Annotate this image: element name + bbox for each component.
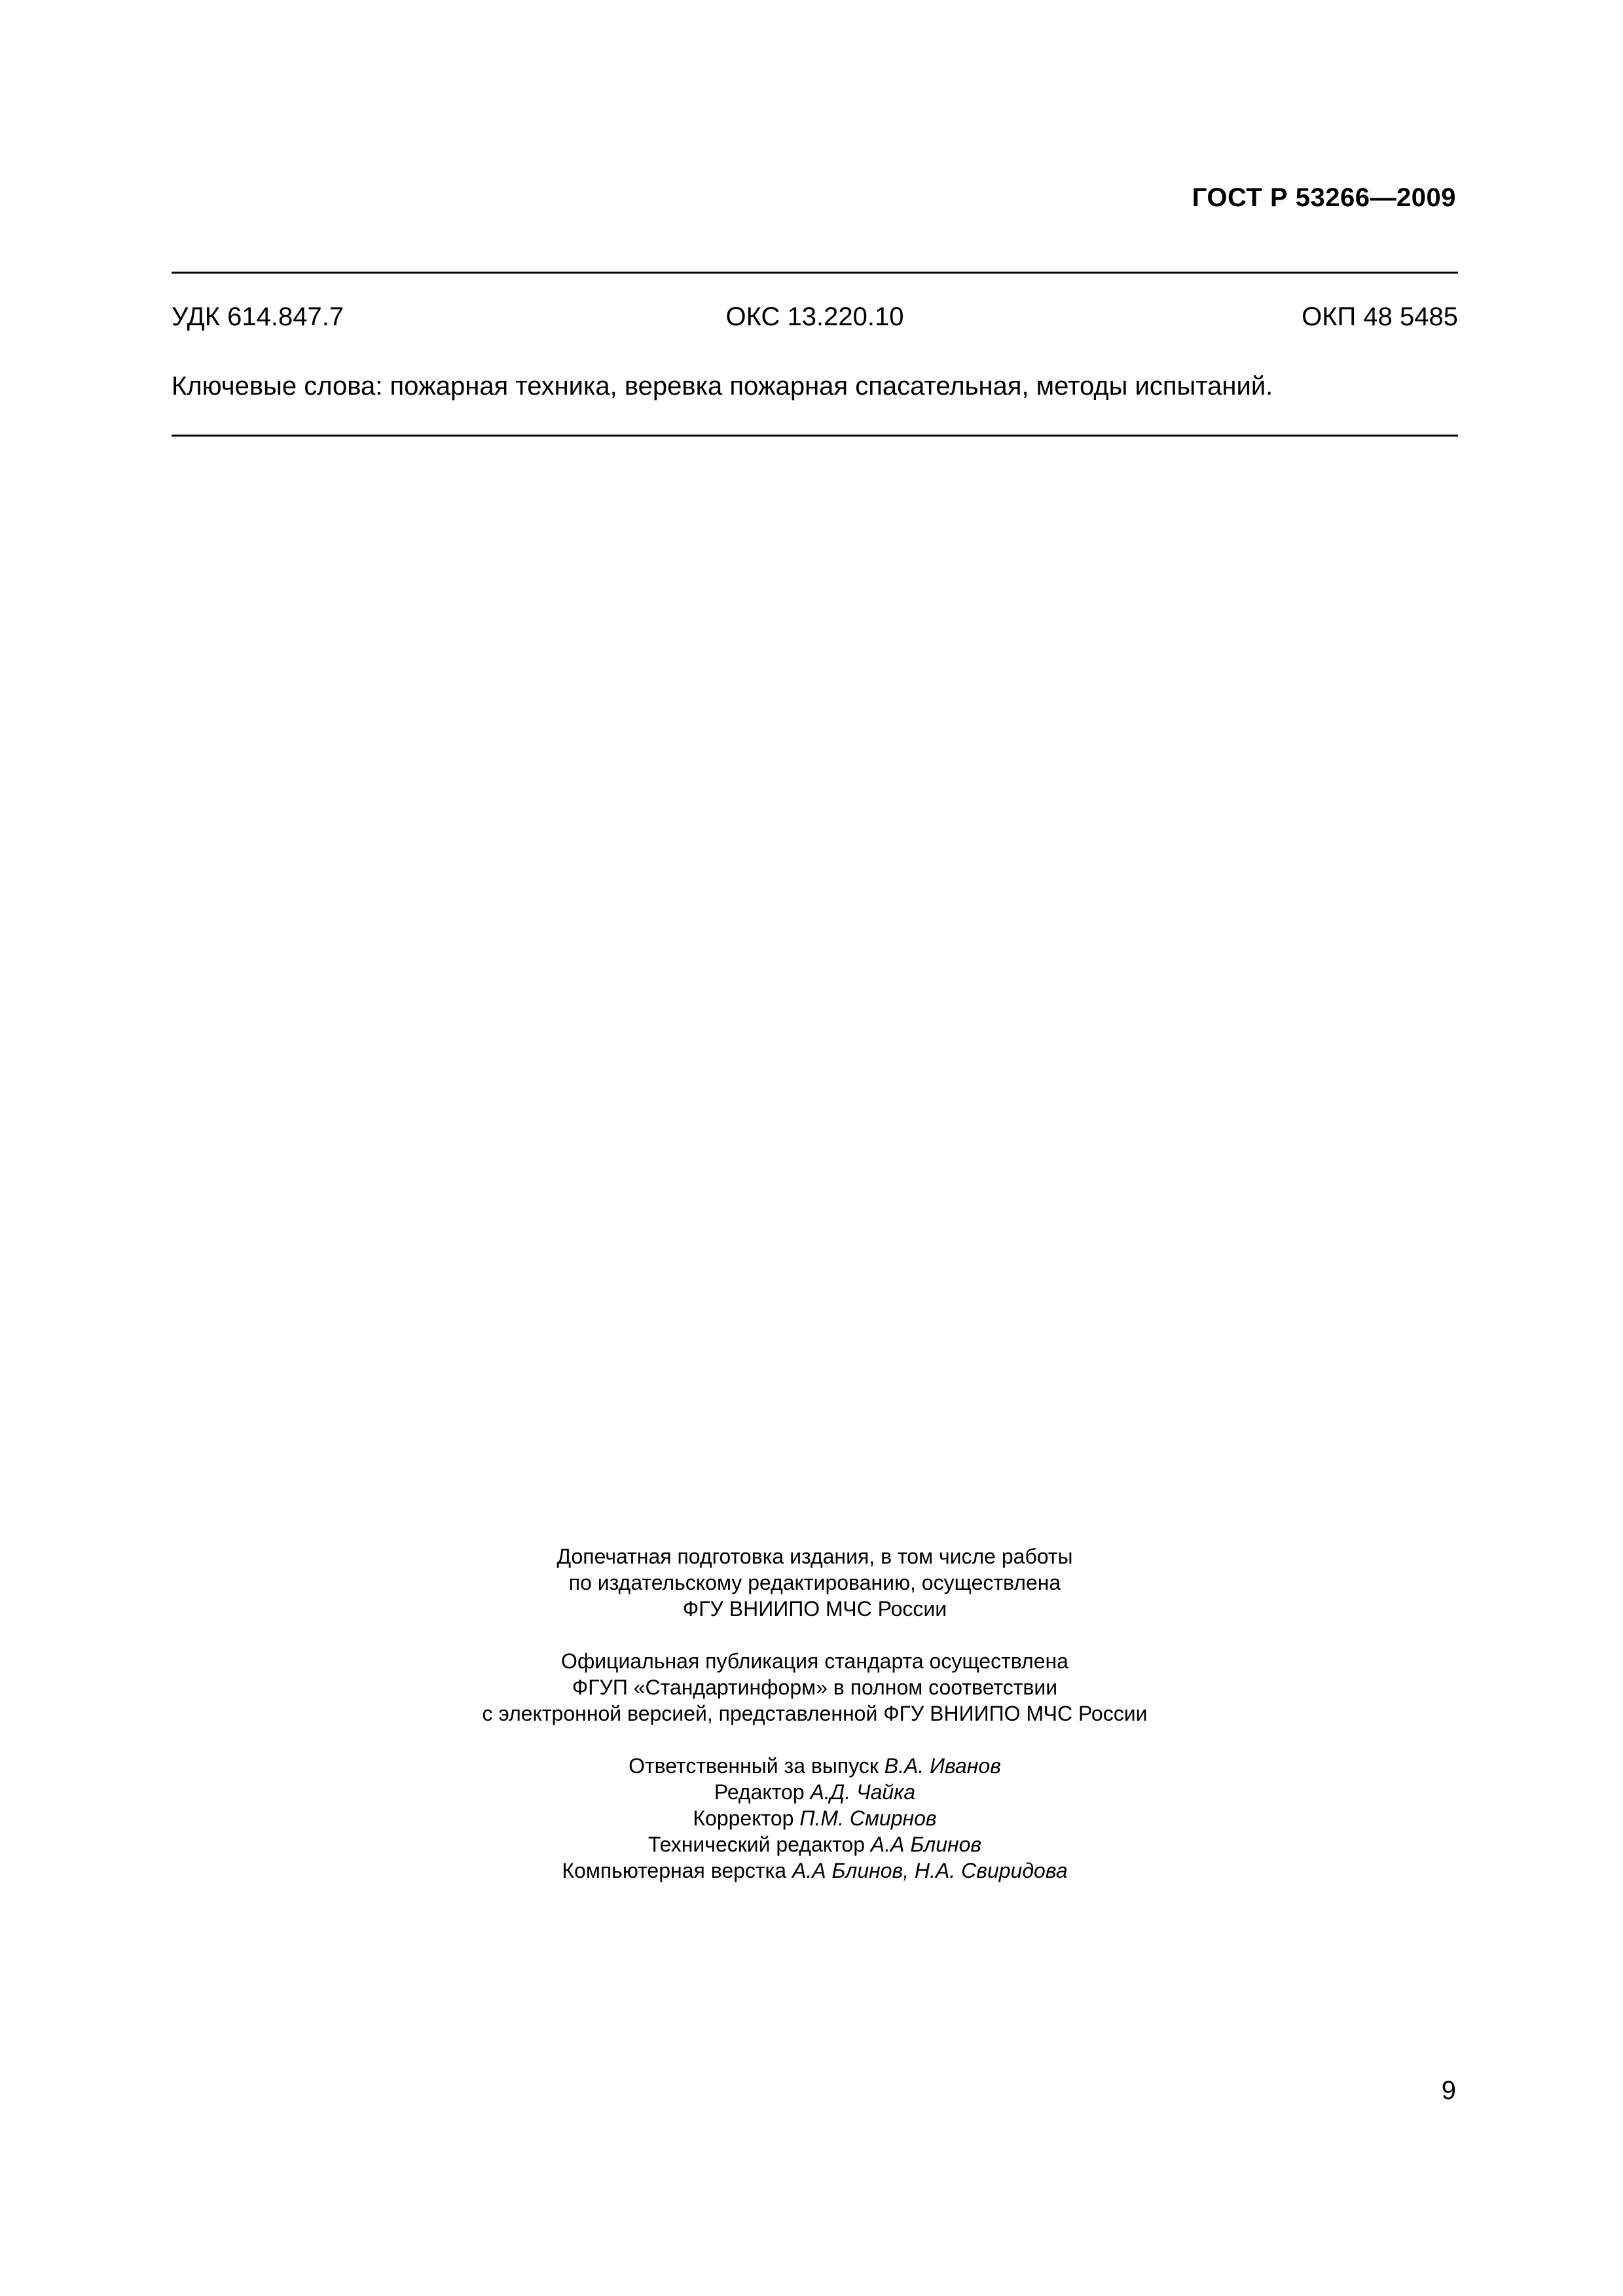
staff-name: А.А Блинов, Н.А. Свиридова xyxy=(792,1859,1068,1882)
okp-code: ОКП 48 5485 xyxy=(1302,302,1458,331)
staff-list xyxy=(172,1753,1458,1884)
prepress-note xyxy=(172,1543,1458,1622)
standard-code: ГОСТ Р 53266—2009 xyxy=(1192,183,1456,212)
staff-name: П.М. Смирнов xyxy=(799,1806,937,1830)
classification-row xyxy=(172,302,1458,332)
bottom-divider xyxy=(172,435,1458,437)
staff-entry xyxy=(172,1753,1458,1779)
imprint-block xyxy=(172,1543,1458,1884)
prepress-line: ФГУ ВНИИПО МЧС России xyxy=(682,1597,947,1621)
keywords-line: Ключевые слова: пожарная техника, веревка пожарная спасательная, методы испытаний. xyxy=(172,372,1273,401)
publication-line: Официальная публикация стандарта осуществлена xyxy=(561,1649,1068,1673)
staff-role: Компьютерная верстка xyxy=(562,1859,787,1882)
staff-name: А.Д. Чайка xyxy=(810,1780,916,1804)
publication-line: с электронной версией, представленной ФГУ ВНИИПО МЧС России xyxy=(482,1702,1148,1725)
oks-code: ОКС 13.220.10 xyxy=(725,302,904,331)
staff-role: Корректор xyxy=(693,1806,794,1830)
publication-line: ФГУП «Стандартинформ» в полном соответствии xyxy=(572,1676,1058,1699)
staff-name: А.А Блинов xyxy=(870,1833,982,1856)
staff-role: Ответственный за выпуск xyxy=(629,1754,879,1778)
udk-code: УДК 614.847.7 xyxy=(172,302,344,331)
staff-entry xyxy=(172,1831,1458,1857)
publication-note xyxy=(172,1648,1458,1727)
staff-entry xyxy=(172,1779,1458,1805)
staff-role: Технический редактор xyxy=(647,1833,865,1856)
staff-name: В.А. Иванов xyxy=(884,1754,1001,1778)
prepress-line: Допечатная подготовка издания, в том числе работы xyxy=(556,1545,1073,1568)
page-number: 9 xyxy=(1441,2076,1456,2105)
staff-entry xyxy=(172,1857,1458,1884)
staff-role: Редактор xyxy=(714,1780,805,1804)
prepress-line: по издательскому редактированию, осуществлена xyxy=(568,1571,1061,1594)
staff-entry xyxy=(172,1805,1458,1831)
top-divider xyxy=(172,272,1458,274)
